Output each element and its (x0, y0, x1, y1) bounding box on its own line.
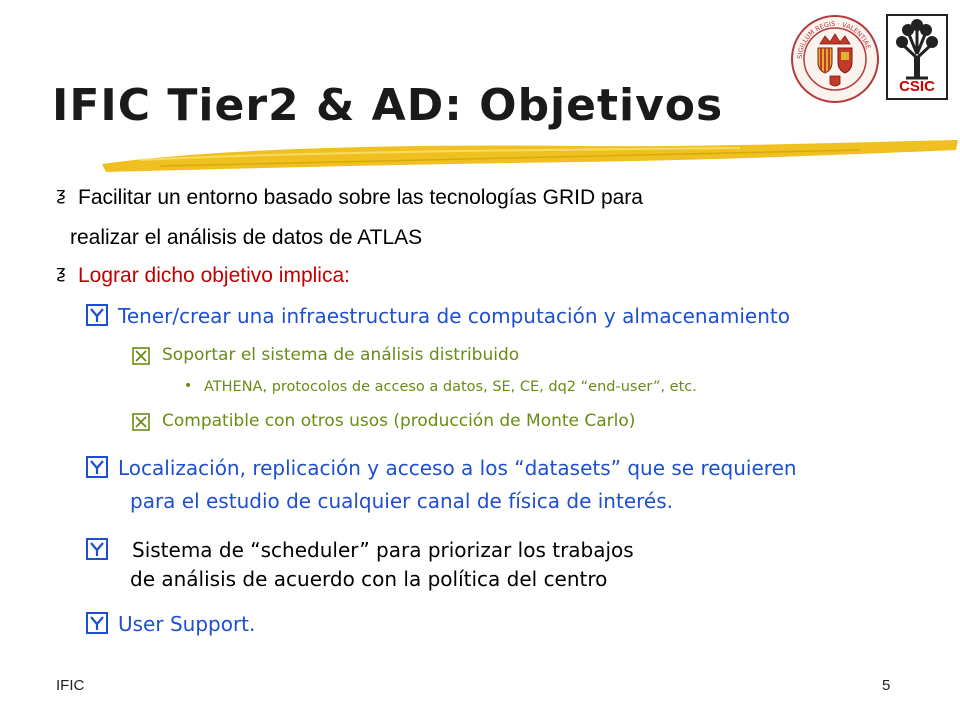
bullet-1-line-2: realizar el análisis de datos de ATLAS (70, 226, 423, 249)
sub-bullet-2-line-2: para el estudio de cualquier canal de física de interés. (130, 489, 673, 513)
sub-bullet-1-text: Tener/crear una infraestructura de computación y almacenamiento (118, 304, 790, 328)
university-seal-logo (790, 14, 880, 108)
checkbox-y-icon (86, 304, 108, 330)
checkbox-x-icon (132, 347, 150, 369)
title-underline (100, 138, 960, 182)
sub-bullet-1b-text: Compatible con otros usos (producción de Monte Carlo) (162, 411, 636, 431)
sub-bullet-1a-item-text: ATHENA, protocolos de acceso a datos, SE, CE, dq2 “end-user”, etc. (204, 379, 697, 395)
svg-text:SIGILLUM REGIS · VALENTIAE: SIGILLUM REGIS · VALENTIAE (795, 19, 873, 60)
checkbox-y-icon (86, 612, 108, 638)
sub-bullet-3-line-1: Sistema de “scheduler” para priorizar los trabajos (132, 538, 634, 562)
checkbox-y-icon (86, 538, 108, 564)
bullet-1-line-1: Facilitar un entorno basado sobre las tecnologías GRID para (78, 186, 643, 209)
sub-bullet-4-text: User Support. (118, 612, 256, 636)
csic-logo (886, 14, 948, 104)
checkbox-x-icon (132, 413, 150, 435)
csic-logo-text: CSIC (899, 78, 935, 95)
sub-bullet-1a-text: Soportar el sistema de análisis distribuido (162, 345, 520, 365)
bullet-2 (56, 262, 65, 283)
sub-bullet-3-line-2: de análisis de acuerdo con la política del centro (130, 567, 608, 591)
z-bullet-icon: ƺ (56, 184, 66, 205)
footer-label: IFIC (56, 677, 85, 694)
z-bullet-icon: ƺ (56, 262, 66, 283)
dot-bullet-icon: • (184, 378, 193, 394)
slide-title: IFIC Tier2 & AD: Objetivos (52, 80, 724, 131)
bullet-1 (56, 184, 65, 205)
sub-bullet-2-line-1: Localización, replicación y acceso a los “datasets” que se requieren (118, 456, 797, 480)
checkbox-y-icon (86, 456, 108, 482)
page-number: 5 (882, 677, 891, 694)
bullet-2-text: Lograr dicho objetivo implica: (78, 264, 350, 287)
